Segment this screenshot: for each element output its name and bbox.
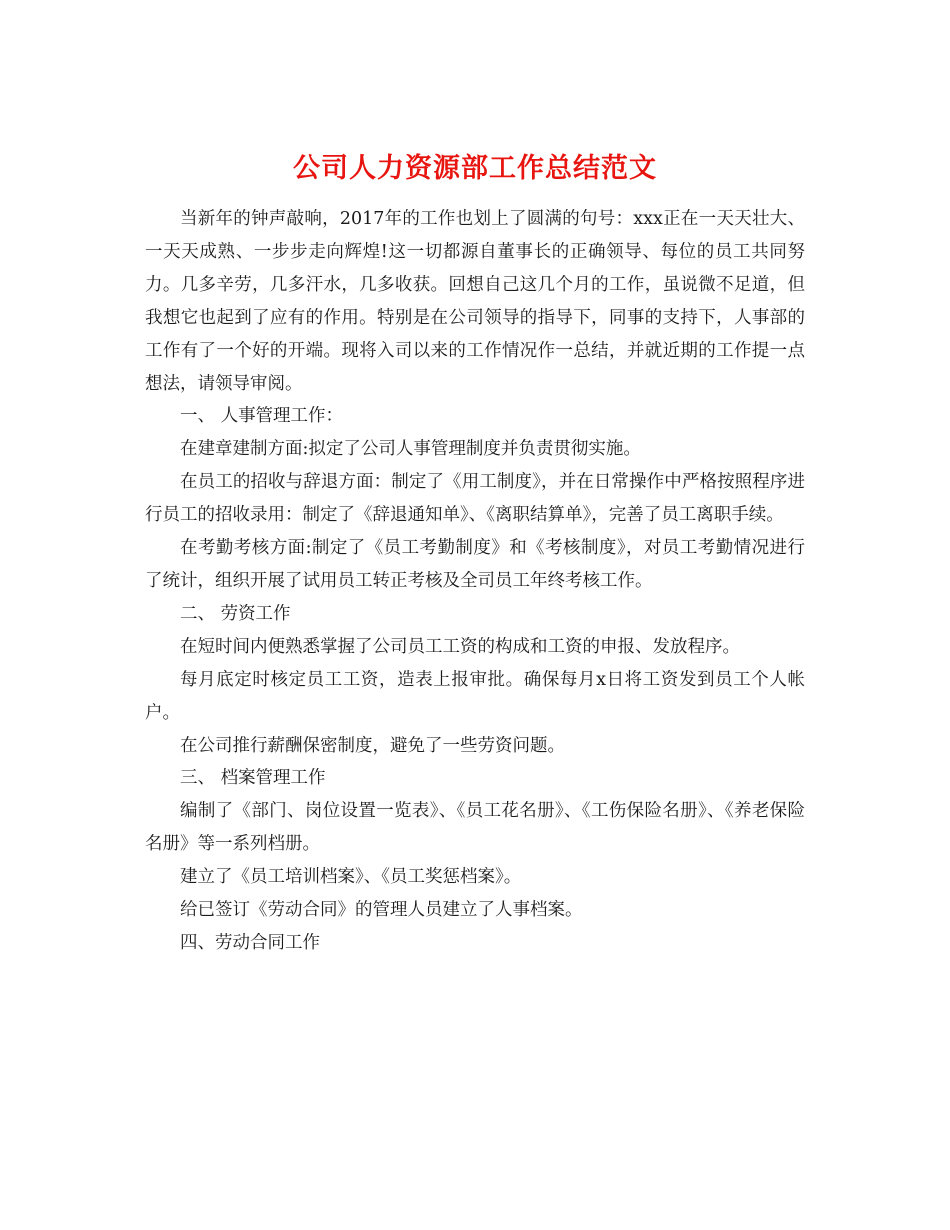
section-heading-contracts: 四、劳动合同工作 [180, 932, 320, 953]
section-heading-archives: 三、 档案管理工作 [180, 768, 326, 789]
paragraph-attendance: 在考勤考核方面:制定了《员工考勤制度》和《考核制度》，对员工考勤情况进行了统计，组织开展了试用员工转正考核及全司员工年终考核工作。 [145, 538, 805, 591]
paragraph-registers: 编制了《部门、岗位设置一览表》、《员工花名册》、《工伤保险名册》、《养老保险名册》等一系列档册。 [145, 801, 805, 855]
paragraph-salary-confidentiality: 在公司推行薪酬保密制度，避免了一些劳资问题。 [180, 735, 565, 756]
section-heading-personnel: 一、 人事管理工作： [180, 406, 344, 427]
paragraph-salary-payment: 每月底定时核定员工工资，造表上报审批。确保每月x日将工资发到员工个人帐户。 [145, 669, 805, 723]
intro-paragraph: 当新年的钟声敲响，2017年的工作也划上了圆满的句号：xxx正在一天天壮大、一天天成熟、一步步走向辉煌!这一切都源自董事长的正确领导、每位的员工共同努力。几多辛劳，几多汗水，几多收获。回想自己这几个月的工作，虽说微不足道，但我想它也起到了应有的作用。特别是在公司领导的指导下，同事的支持下，人事部的工作有了一个好的开端。现将入司以来的工作情况作一总结，并就近期的工作提一点想法，请领导审阅。 [145, 209, 805, 394]
paragraph-hiring: 在员工的招收与辞退方面：制定了《用工制度》，并在日常操作中严格按照程序进行员工的招收录用：制定了《辞退通知单》、《离职结算单》，完善了员工离职手续。 [145, 472, 805, 526]
paragraph-salary-structure: 在短时间内便熟悉掌握了公司员工工资的构成和工资的申报、发放程序。 [180, 636, 740, 657]
paragraph-personnel-files: 给已签订《劳动合同》的管理人员建立了人事档案。 [180, 900, 583, 921]
paragraph-training-records: 建立了《员工培训档案》、《员工奖惩档案》。 [180, 867, 522, 888]
document-body [145, 203, 805, 960]
paragraph-rules: 在建章建制方面:拟定了公司人事管理制度并负责贯彻实施。 [180, 439, 641, 460]
section-heading-payroll: 二、 劳资工作 [180, 603, 291, 624]
document-title: 公司人力资源部工作总结范文 [293, 153, 657, 185]
